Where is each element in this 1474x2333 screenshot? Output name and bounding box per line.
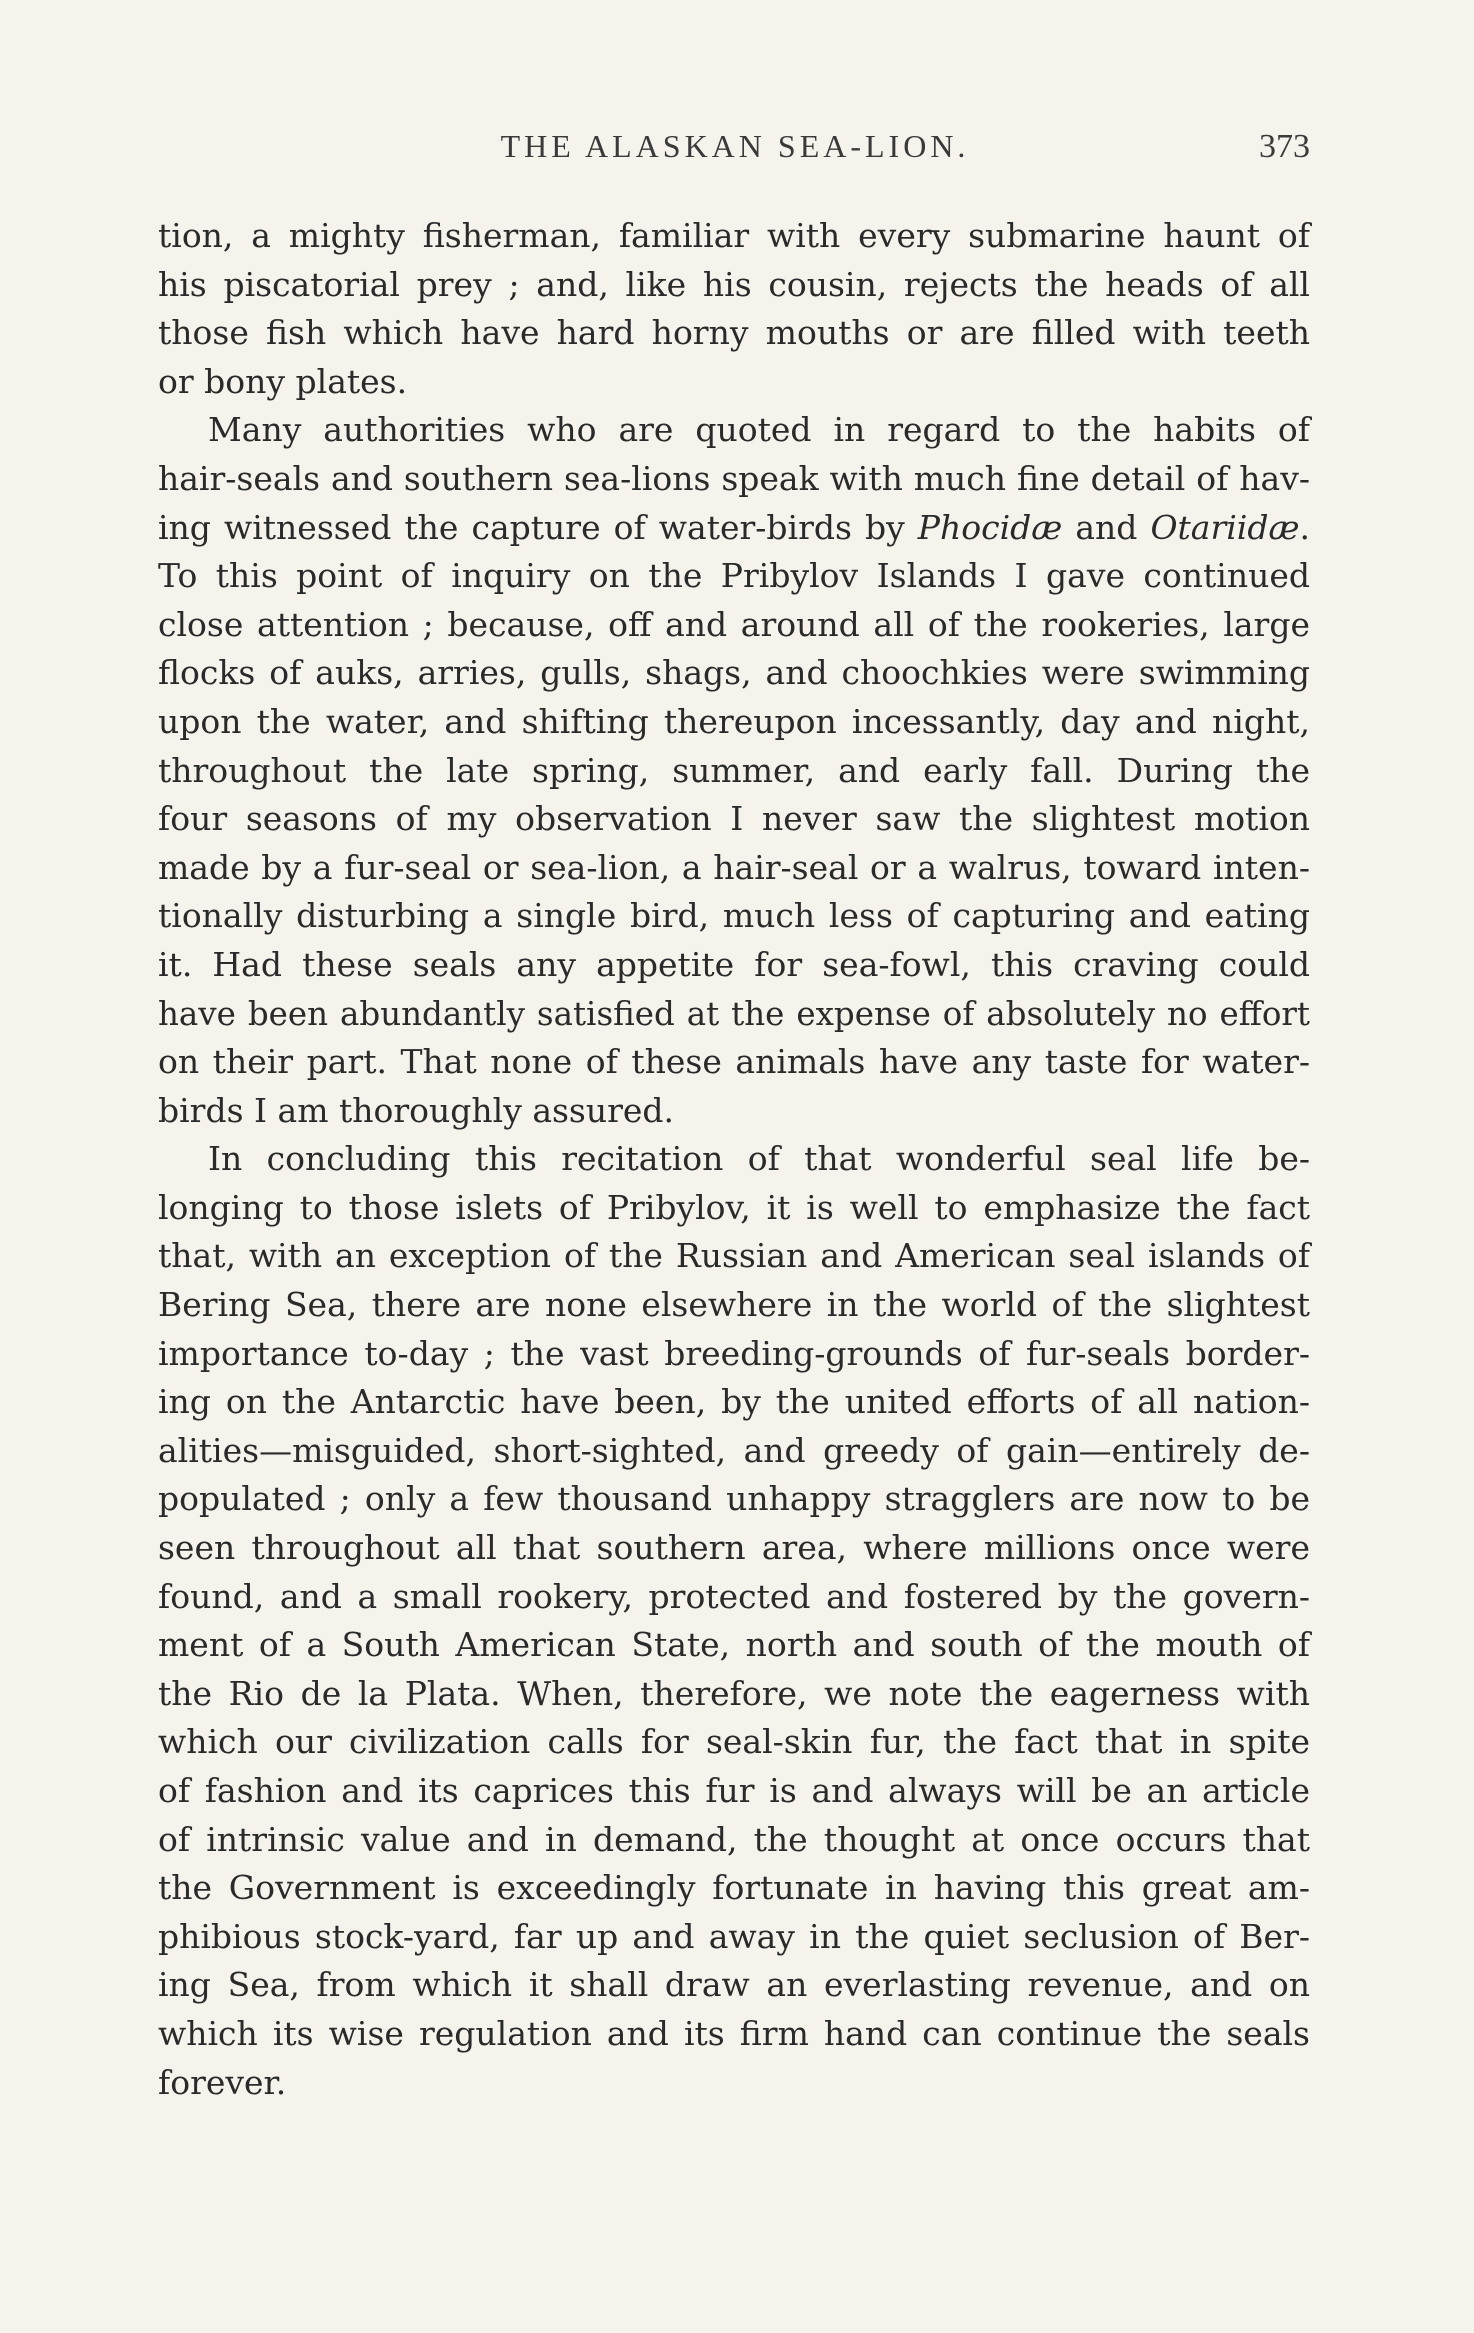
- text-line: birds I am thoroughly assured.: [158, 1090, 675, 1130]
- text-line: on their part. That none of these animals have any taste for water-: [158, 1042, 1310, 1082]
- running-title: THE ALASKAN SEA-LION.: [500, 128, 970, 164]
- text-line: forever.: [158, 2062, 287, 2102]
- text-line: In concluding this recitation of that wonderful seal life be-: [208, 1139, 1310, 1179]
- italic-taxon: Otariidæ: [1150, 507, 1300, 547]
- text-line: hair-seals and southern sea-lions speak with much fine detail of hav-: [158, 458, 1310, 498]
- page-number: 373: [1259, 128, 1310, 165]
- text-line: have been abundantly satisfied at the expense of absolutely no effort: [158, 994, 1310, 1033]
- text-line: longing to those islets of Pribylov, it is well to emphasize the fact: [158, 1187, 1310, 1227]
- text-line: of intrinsic value and in demand, the thought at once occurs that: [158, 1819, 1310, 1859]
- text-line: his piscatorial prey ; and, like his cousin, rejects the heads of all: [158, 264, 1310, 304]
- text-line: [158, 504, 1310, 553]
- text-line: close attention ; because, off and around all of the rookeries, large: [158, 604, 1310, 644]
- text-line: alities—misguided, short-sighted, and greedy of gain—entirely de-: [158, 1430, 1310, 1470]
- text-line: Many authorities who are quoted in regard to the habits of: [208, 410, 1310, 450]
- text-run: and: [1062, 507, 1151, 547]
- text-line: four seasons of my observation I never saw the slightest motion: [158, 799, 1310, 839]
- text-line: tionally disturbing a single bird, much less of capturing and eating: [158, 896, 1310, 936]
- text-line: the Rio de la Plata. When, therefore, we note the eagerness with: [158, 1673, 1310, 1713]
- body-text: [158, 212, 1310, 2107]
- text-line: found, and a small rookery, protected and fostered by the govern-: [158, 1576, 1310, 1616]
- text-line: of fashion and its caprices this fur is and always will be an article: [158, 1771, 1310, 1810]
- text-line: populated ; only a few thousand unhappy stragglers are now to be: [158, 1479, 1310, 1519]
- text-line: made by a fur-seal or sea-lion, a hair-seal or a walrus, toward inten-: [158, 847, 1310, 887]
- running-head: [160, 128, 1310, 178]
- text-line: seen throughout all that southern area, where millions once were: [158, 1528, 1310, 1568]
- text-line: ment of a South American State, north and south of the mouth of: [158, 1625, 1310, 1665]
- text-line: or bony plates.: [158, 361, 408, 401]
- text-line: Bering Sea, there are none elsewhere in the world of the slightest: [158, 1285, 1310, 1325]
- text-line: upon the water, and shifting thereupon incessantly, day and night,: [158, 701, 1310, 741]
- text-line: phibious stock-yard, far up and away in the quiet seclusion of Ber-: [158, 1916, 1310, 1956]
- text-line: which our civilization calls for seal-skin fur, the fact that in spite: [158, 1722, 1310, 1762]
- italic-taxon: Phocidæ: [917, 507, 1063, 547]
- text-line: that, with an exception of the Russian and American seal islands of: [158, 1236, 1310, 1276]
- text-line: those fish which have hard horny mouths or are filled with teeth: [158, 313, 1310, 353]
- text-line: tion, a mighty fisherman, familiar with every submarine haunt of: [158, 216, 1310, 255]
- text-run: .: [1299, 507, 1310, 547]
- text-line: which its wise regulation and its firm hand can continue the seals: [158, 2013, 1310, 2053]
- text-line: throughout the late spring, summer, and early fall. During the: [158, 750, 1310, 790]
- text-line: importance to-day ; the vast breeding-grounds of fur-seals border-: [158, 1333, 1310, 1373]
- text-line: it. Had these seals any appetite for sea-fowl, this craving could: [158, 944, 1310, 984]
- text-line: the Government is exceedingly fortunate in having this great am-: [158, 1868, 1310, 1908]
- text-line: ing Sea, from which it shall draw an everlasting revenue, and on: [158, 1965, 1310, 2005]
- text-line: flocks of auks, arries, gulls, shags, and choochkies were swimming: [158, 653, 1310, 693]
- text-run: ing witnessed the capture of water-birds by: [158, 507, 918, 547]
- text-line: To this point of inquiry on the Pribylov Islands I gave continued: [158, 556, 1310, 596]
- text-line: ing on the Antarctic have been, by the united efforts of all nation-: [158, 1382, 1310, 1422]
